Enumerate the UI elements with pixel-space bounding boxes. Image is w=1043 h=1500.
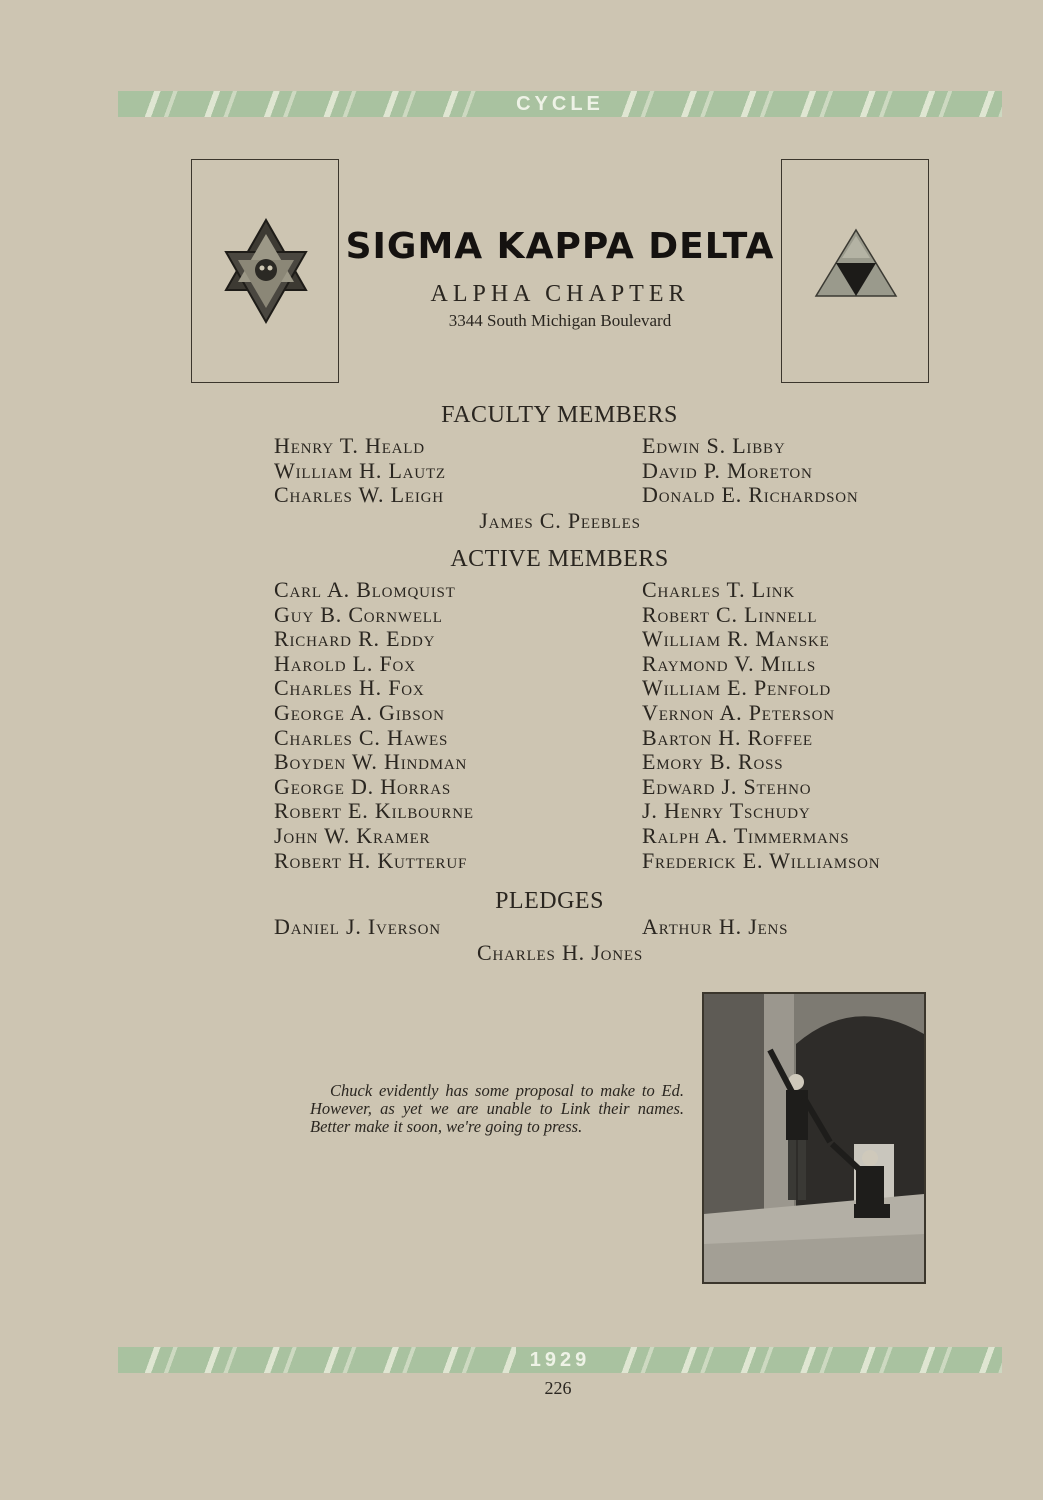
active-member: Robert H. Kutteruf [274,847,468,873]
active-member: Richard R. Eddy [274,626,436,652]
pledges-heading: PLEDGES [495,888,604,914]
active-member: Charles H. Fox [274,675,425,701]
active-member: Vernon A. Peterson [642,699,835,725]
faculty-member: Donald E. Richardson [642,482,859,508]
page-number: 226 [544,1378,572,1398]
faculty-member-center: James C. Peebles [479,508,641,533]
active-member: George D. Horras [274,773,451,799]
active-member: Carl A. Blomquist [274,577,456,602]
faculty-heading: FACULTY MEMBERS [441,402,678,428]
chapter-address: 3344 South Michigan Boulevard [448,311,672,330]
star-of-david-emblem-icon [220,218,312,326]
header-band-text: CYCLE [502,91,618,117]
active-right-list [642,578,880,873]
active-member: Robert E. Kilbourne [274,798,474,824]
triangle-emblem-icon [814,228,898,298]
pledges-left-list [274,915,441,940]
active-member: Ralph A. Timmermans [642,822,850,848]
active-member: Frederick E. Williamson [642,847,881,873]
faculty-member: William H. Lautz [274,457,446,483]
active-member: Raymond V. Mills [642,650,816,676]
right-emblem-frame [781,159,929,383]
header-band [118,91,1002,117]
active-member: Edward J. Stehno [642,773,812,799]
photo-caption: Chuck evidently has some proposal to make to Ed. However, as yet we are unable to Link their names. Better make it soon, we're going to press. [310,1081,684,1136]
active-member: William R. Manske [642,626,830,652]
active-member: George A. Gibson [274,699,445,725]
faculty-member: Charles W. Leigh [274,482,444,508]
footer-band-text: 1929 [516,1347,605,1373]
active-member: William E. Penfold [642,675,831,701]
footer-band [118,1347,1002,1373]
candid-photo [702,992,926,1284]
active-member: Barton H. Roffee [642,724,813,750]
pledges-right-list [642,915,788,940]
active-member: J. Henry Tschudy [642,798,811,824]
pledge-center: Charles H. Jones [477,940,643,965]
pledge: Daniel J. Iverson [274,914,441,939]
active-heading: ACTIVE MEMBERS [450,546,669,572]
faculty-right-list [642,434,859,508]
active-member: Boyden W. Hindman [274,749,468,775]
active-member: John W. Kramer [274,822,431,848]
active-member: Charles T. Link [642,577,796,602]
left-emblem-frame [191,159,339,383]
photo-illustration-icon [704,994,924,1282]
faculty-member: David P. Moreton [642,457,813,483]
active-member: Guy B. Cornwell [274,601,443,627]
active-left-list [274,578,474,873]
active-member: Robert C. Linnell [642,601,818,627]
active-member: Emory B. Ross [642,749,784,775]
chapter-name: ALPHA CHAPTER [430,281,690,307]
active-member: Charles C. Hawes [274,724,449,750]
faculty-left-list [274,434,446,508]
pledge: Arthur H. Jens [642,914,789,939]
faculty-member: Edwin S. Libby [642,433,786,458]
active-member: Harold L. Fox [274,650,416,676]
fraternity-title: SIGMA KAPPA DELTA [345,226,775,267]
faculty-member: Henry T. Heald [274,433,425,458]
